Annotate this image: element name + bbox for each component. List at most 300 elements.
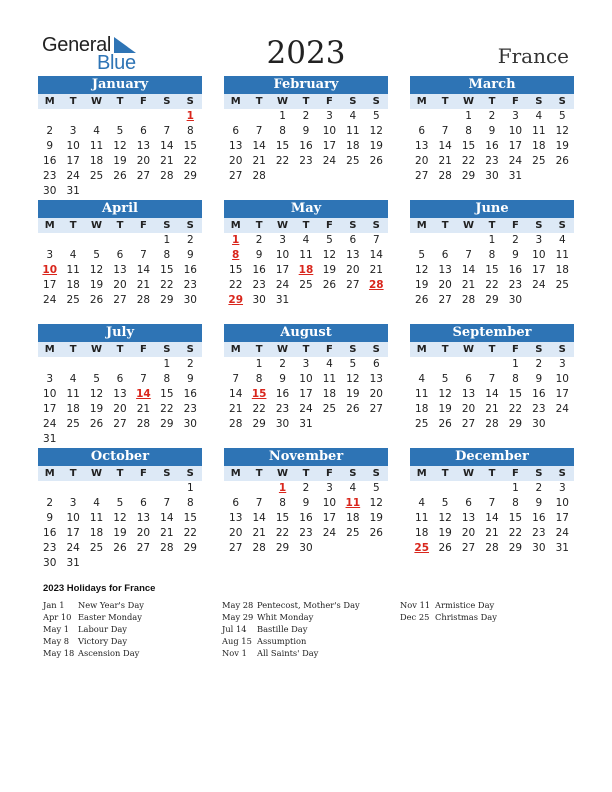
day-cell: 17	[322, 140, 337, 152]
holiday-date: Jan 1	[43, 600, 65, 610]
day-cell: 27	[136, 542, 151, 554]
day-cell: 8	[186, 125, 194, 137]
empty-cell	[38, 109, 61, 124]
holiday-date: Apr 10	[43, 612, 72, 622]
empty-cell	[247, 481, 270, 496]
weekday-label: F	[512, 220, 519, 231]
day-cell: 20	[113, 403, 127, 415]
weekday-label: M	[416, 344, 427, 355]
weekday-label: S	[163, 344, 171, 355]
day-cell: 19	[113, 527, 127, 539]
day-grid	[224, 357, 388, 432]
day-cell: 23	[252, 279, 266, 291]
day-cell: 15	[508, 388, 523, 400]
day-cell: 25	[555, 279, 569, 291]
day-cell: 9	[255, 249, 263, 261]
day-cell: 2	[186, 358, 194, 370]
day-cell: 17	[532, 264, 546, 276]
day-cell: 8	[163, 249, 171, 261]
day-cell: 4	[69, 249, 77, 261]
day-cell: 16	[275, 388, 290, 400]
weekday-label: S	[163, 220, 171, 231]
day-cell: 13	[438, 264, 452, 276]
holiday-list	[43, 583, 583, 658]
holiday-item	[222, 599, 397, 611]
day-cell: 16	[183, 388, 197, 400]
day-cell: 15	[275, 140, 290, 152]
weekday-label: S	[558, 344, 566, 355]
weekday-label: S	[558, 468, 566, 479]
day-cell: 27	[346, 279, 360, 291]
day-cell: 17	[43, 403, 57, 415]
day-cell: 2	[302, 482, 310, 494]
day-cell: 3	[69, 125, 77, 137]
day-cell: 14	[485, 388, 499, 400]
day-grid	[38, 481, 202, 571]
day-cell: 31	[66, 185, 80, 197]
day-cell: 30	[183, 294, 197, 306]
day-cell: 13	[369, 373, 383, 385]
day-cell: 29	[183, 542, 197, 554]
weekday-header	[224, 218, 388, 233]
day-cell: 3	[535, 234, 543, 246]
day-cell: 31	[66, 557, 80, 569]
day-cell: 29	[508, 542, 523, 554]
day-grid	[38, 233, 202, 308]
empty-cell	[85, 357, 108, 372]
holiday-name: All Saints' Day	[257, 648, 319, 658]
day-cell: 31	[299, 418, 313, 430]
holiday-name: Christmas Day	[435, 612, 497, 622]
day-cell: 28	[485, 542, 499, 554]
empty-cell	[224, 481, 247, 496]
day-cell: 17	[43, 279, 57, 291]
weekday-label: W	[91, 220, 103, 231]
weekday-label: T	[302, 220, 310, 231]
day-cell: 26	[89, 418, 104, 430]
weekday-label: F	[512, 344, 519, 355]
day-cell: 27	[113, 418, 127, 430]
day-cell: 27	[229, 542, 243, 554]
day-cell: 5	[372, 110, 380, 122]
day-cell: 8	[255, 373, 263, 385]
empty-cell	[433, 233, 456, 248]
day-cell: 8	[186, 497, 194, 509]
weekday-header	[410, 342, 574, 357]
day-cell: 27	[229, 170, 243, 182]
day-cell: 4	[326, 358, 333, 370]
day-cell: 20	[438, 279, 452, 291]
day-cell: 25	[66, 294, 80, 306]
day-cell: 24	[322, 155, 337, 167]
day-cell: 13	[136, 140, 151, 152]
day-cell: 21	[485, 527, 499, 539]
weekday-label: T	[255, 96, 263, 107]
day-cell: 12	[415, 264, 429, 276]
holiday-name: Labour Day	[78, 624, 127, 634]
day-cell: 21	[485, 403, 499, 415]
day-cell: 3	[558, 358, 566, 370]
day-cell: 18	[415, 527, 429, 539]
holiday-day-cell: 14	[136, 388, 151, 400]
day-cell: 25	[346, 527, 360, 539]
day-cell: 15	[183, 512, 197, 524]
day-cell: 12	[369, 497, 383, 509]
day-cell: 25	[66, 418, 80, 430]
day-cell: 2	[46, 497, 54, 509]
day-cell: 1	[488, 234, 496, 246]
day-cell: 2	[46, 125, 54, 137]
day-cell: 9	[535, 497, 543, 509]
day-cell: 15	[183, 140, 197, 152]
holiday-item	[222, 647, 397, 659]
day-cell: 26	[322, 279, 337, 291]
day-cell: 31	[275, 294, 290, 306]
day-cell: 19	[89, 279, 104, 291]
day-cell: 16	[43, 527, 57, 539]
day-cell: 26	[369, 527, 383, 539]
day-cell: 23	[299, 155, 313, 167]
day-cell: 19	[346, 388, 360, 400]
day-cell: 6	[140, 497, 147, 509]
day-cell: 2	[302, 110, 310, 122]
day-cell: 19	[322, 264, 337, 276]
weekday-label: T	[488, 468, 496, 479]
day-cell: 7	[255, 125, 263, 137]
day-cell: 21	[136, 403, 151, 415]
day-cell: 9	[279, 373, 286, 385]
holiday-date: Aug 15	[222, 636, 252, 646]
day-cell: 16	[183, 264, 197, 276]
holiday-item	[222, 623, 397, 635]
weekday-header	[38, 218, 202, 233]
holiday-item	[400, 611, 575, 623]
day-cell: 26	[438, 542, 452, 554]
day-cell: 5	[326, 234, 333, 246]
day-cell: 19	[113, 155, 127, 167]
month-january	[38, 76, 202, 199]
day-cell: 12	[369, 125, 383, 137]
day-cell: 30	[532, 542, 546, 554]
day-cell: 13	[229, 140, 243, 152]
day-cell: 26	[346, 403, 360, 415]
day-cell: 5	[116, 497, 124, 509]
day-cell: 17	[66, 527, 80, 539]
day-cell: 26	[369, 155, 383, 167]
empty-cell	[410, 481, 433, 496]
day-cell: 21	[252, 527, 266, 539]
weekday-label: S	[186, 220, 194, 231]
day-cell: 6	[349, 234, 357, 246]
day-grid	[38, 357, 202, 447]
holiday-column	[222, 599, 397, 659]
day-cell: 18	[415, 403, 429, 415]
day-cell: 3	[46, 249, 54, 261]
day-cell: 10	[322, 125, 337, 137]
holiday-day-cell: 1	[186, 110, 194, 122]
holiday-date: Dec 25	[400, 612, 430, 622]
weekday-label: S	[535, 344, 543, 355]
empty-cell	[108, 109, 131, 124]
day-cell: 28	[136, 418, 151, 430]
holiday-name: Assumption	[257, 636, 307, 646]
day-cell: 14	[438, 140, 452, 152]
day-cell: 11	[89, 512, 104, 524]
day-cell: 10	[532, 249, 546, 261]
day-cell: 26	[555, 155, 569, 167]
logo-blue-text: Blue	[97, 52, 136, 74]
holiday-name: Ascension Day	[78, 648, 140, 658]
day-grid	[410, 357, 574, 432]
day-cell: 3	[69, 497, 77, 509]
holiday-day-cell: 1	[278, 482, 287, 494]
holiday-day-cell: 18	[298, 264, 314, 276]
weekday-label: F	[326, 344, 333, 355]
day-cell: 16	[43, 155, 57, 167]
day-cell: 23	[43, 170, 57, 182]
weekday-label: T	[255, 468, 263, 479]
day-cell: 18	[89, 155, 104, 167]
day-cell: 14	[369, 249, 383, 261]
weekday-label: M	[230, 468, 241, 479]
day-cell: 8	[279, 497, 286, 509]
day-cell: 6	[232, 497, 240, 509]
day-cell: 10	[66, 140, 80, 152]
day-cell: 6	[232, 125, 240, 137]
day-cell: 11	[66, 388, 80, 400]
day-cell: 24	[555, 527, 569, 539]
empty-cell	[108, 357, 131, 372]
weekday-label: T	[69, 220, 77, 231]
weekday-label: T	[302, 468, 310, 479]
day-cell: 17	[66, 155, 80, 167]
empty-cell	[155, 109, 178, 124]
weekday-label: M	[230, 344, 241, 355]
day-cell: 19	[415, 279, 429, 291]
day-cell: 19	[438, 527, 452, 539]
weekday-header	[38, 94, 202, 109]
day-cell: 12	[555, 125, 569, 137]
weekday-header	[38, 466, 202, 481]
day-cell: 11	[346, 125, 360, 137]
day-cell: 16	[252, 264, 266, 276]
day-cell: 20	[461, 403, 476, 415]
day-cell: 23	[508, 279, 523, 291]
day-cell: 8	[279, 125, 286, 137]
day-cell: 25	[346, 155, 360, 167]
country-name: France	[497, 44, 569, 68]
day-cell: 3	[326, 482, 333, 494]
weekday-label: F	[140, 220, 147, 231]
weekday-header	[38, 342, 202, 357]
day-cell: 3	[302, 358, 310, 370]
day-cell: 24	[66, 170, 80, 182]
weekday-label: S	[349, 96, 357, 107]
holiday-day-cell: 11	[345, 497, 361, 509]
weekday-label: T	[69, 96, 77, 107]
day-cell: 4	[349, 110, 357, 122]
day-cell: 3	[326, 110, 333, 122]
day-cell: 13	[461, 512, 476, 524]
weekday-label: W	[463, 468, 475, 479]
holiday-date: May 28	[222, 600, 254, 610]
month-title: June	[410, 200, 574, 218]
weekday-label: M	[44, 468, 55, 479]
day-cell: 1	[465, 110, 472, 122]
month-title: October	[38, 448, 202, 466]
empty-cell	[410, 109, 433, 124]
day-cell: 5	[372, 482, 380, 494]
day-cell: 3	[46, 373, 54, 385]
day-cell: 2	[535, 482, 543, 494]
day-cell: 7	[255, 497, 263, 509]
empty-cell	[132, 481, 155, 496]
day-cell: 15	[229, 264, 243, 276]
weekday-label: S	[372, 344, 380, 355]
weekday-label: S	[349, 220, 357, 231]
empty-cell	[38, 357, 61, 372]
day-cell: 9	[535, 373, 543, 385]
month-february	[224, 76, 388, 184]
header	[0, 30, 612, 80]
day-cell: 22	[183, 155, 197, 167]
empty-cell	[457, 233, 480, 248]
day-cell: 31	[43, 433, 57, 445]
day-cell: 9	[488, 125, 496, 137]
month-august	[224, 324, 388, 432]
day-cell: 2	[488, 110, 496, 122]
day-cell: 23	[485, 155, 499, 167]
holiday-date: Nov 1	[222, 648, 247, 658]
day-cell: 11	[532, 125, 546, 137]
holiday-list-title: 2023 Holidays for France	[43, 583, 156, 594]
day-cell: 21	[229, 403, 243, 415]
weekday-label: M	[416, 468, 427, 479]
day-cell: 27	[438, 294, 452, 306]
day-cell: 23	[43, 542, 57, 554]
day-cell: 12	[322, 249, 337, 261]
weekday-label: S	[372, 468, 380, 479]
day-cell: 23	[299, 527, 313, 539]
day-cell: 4	[418, 373, 426, 385]
day-cell: 12	[89, 264, 104, 276]
day-cell: 28	[160, 170, 174, 182]
day-cell: 1	[186, 482, 194, 494]
empty-cell	[61, 357, 84, 372]
day-cell: 13	[113, 388, 127, 400]
day-cell: 18	[532, 140, 546, 152]
day-cell: 30	[183, 418, 197, 430]
day-cell: 25	[89, 542, 104, 554]
day-cell: 3	[512, 110, 519, 122]
day-cell: 22	[461, 155, 476, 167]
holiday-item	[43, 647, 218, 659]
month-title: August	[224, 324, 388, 342]
day-cell: 1	[255, 358, 263, 370]
weekday-label: T	[441, 468, 449, 479]
day-cell: 6	[116, 249, 124, 261]
day-cell: 13	[136, 512, 151, 524]
day-cell: 28	[461, 294, 476, 306]
day-cell: 10	[555, 497, 569, 509]
weekday-label: F	[140, 96, 147, 107]
weekday-label: S	[349, 468, 357, 479]
weekday-label: F	[140, 468, 147, 479]
holiday-item	[43, 623, 218, 635]
month-title: May	[224, 200, 388, 218]
holiday-column	[400, 599, 575, 623]
day-cell: 17	[555, 512, 569, 524]
day-cell: 29	[160, 418, 174, 430]
holiday-name: New Year's Day	[78, 600, 144, 610]
day-cell: 10	[508, 125, 523, 137]
holiday-day-cell: 1	[232, 234, 240, 246]
day-cell: 22	[160, 279, 174, 291]
day-cell: 7	[232, 373, 240, 385]
day-cell: 14	[160, 140, 174, 152]
day-cell: 18	[346, 140, 360, 152]
day-cell: 5	[558, 110, 566, 122]
holiday-item	[43, 635, 218, 647]
day-cell: 1	[512, 358, 519, 370]
weekday-label: F	[326, 96, 333, 107]
day-cell: 14	[485, 512, 499, 524]
day-cell: 15	[461, 140, 476, 152]
day-cell: 26	[415, 294, 429, 306]
day-cell: 26	[113, 170, 127, 182]
day-cell: 22	[252, 403, 266, 415]
day-grid	[224, 481, 388, 556]
month-april	[38, 200, 202, 308]
day-cell: 17	[322, 512, 337, 524]
day-cell: 29	[275, 542, 290, 554]
day-cell: 1	[279, 110, 286, 122]
weekday-header	[410, 466, 574, 481]
day-cell: 24	[43, 294, 57, 306]
empty-cell	[410, 357, 433, 372]
empty-cell	[433, 357, 456, 372]
day-cell: 21	[160, 527, 174, 539]
day-cell: 24	[66, 542, 80, 554]
holiday-date: Jul 14	[222, 624, 247, 634]
day-cell: 17	[299, 388, 313, 400]
empty-cell	[61, 233, 84, 248]
day-cell: 24	[322, 527, 337, 539]
day-cell: 30	[508, 294, 523, 306]
day-cell: 6	[441, 249, 449, 261]
weekday-label: W	[277, 344, 289, 355]
day-cell: 10	[322, 497, 337, 509]
day-cell: 13	[346, 249, 360, 261]
weekday-label: T	[302, 344, 310, 355]
day-cell: 19	[438, 403, 452, 415]
weekday-label: W	[463, 344, 475, 355]
day-cell: 22	[508, 403, 523, 415]
day-cell: 13	[461, 388, 476, 400]
day-cell: 22	[485, 279, 499, 291]
day-cell: 17	[508, 140, 523, 152]
day-cell: 11	[322, 373, 337, 385]
day-cell: 16	[532, 388, 546, 400]
day-cell: 9	[512, 249, 519, 261]
empty-cell	[108, 233, 131, 248]
day-cell: 21	[136, 279, 151, 291]
day-cell: 4	[69, 373, 77, 385]
day-cell: 13	[229, 512, 243, 524]
day-cell: 22	[275, 527, 290, 539]
day-grid	[410, 233, 574, 308]
empty-cell	[247, 109, 270, 124]
